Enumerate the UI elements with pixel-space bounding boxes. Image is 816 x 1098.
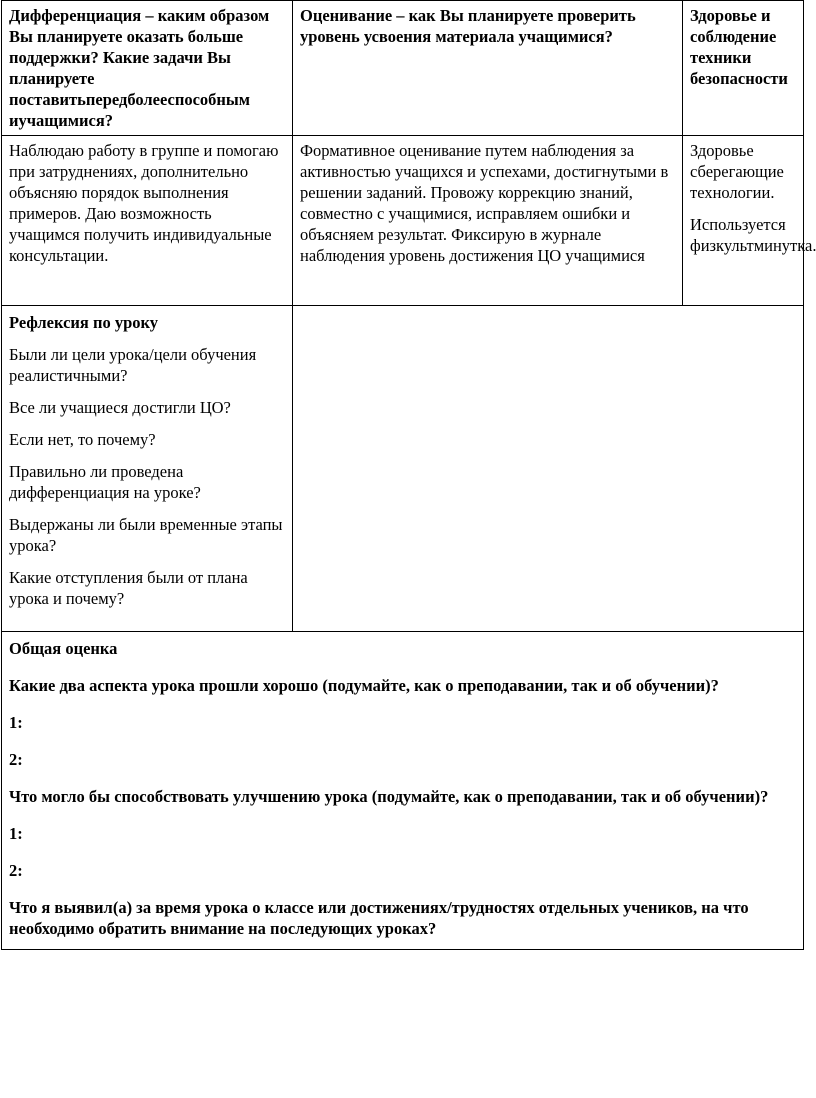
reflection-title: Рефлексия по уроку	[9, 313, 159, 332]
reflection-question: Все ли учащиеся достигли ЦО?	[9, 398, 231, 417]
reflection-questions-cell	[2, 306, 293, 632]
reflection-question: Были ли цели урока/цели обучения реалистичными?	[9, 345, 257, 385]
summary-question-observations: Что я выявил(а) за время урока о классе или достижениях/трудностях отдельных учеников, на что необходимо обратить внимание на последующих уроках?	[9, 898, 749, 938]
summary-row	[2, 632, 804, 950]
reflection-question: Правильно ли проведена дифференциация на уроке?	[9, 462, 201, 502]
summary-question-good: Какие два аспекта урока прошли хорошо (подумайте, как о преподавании, так и об обучении)?	[9, 676, 719, 695]
summary-item: 1:	[9, 713, 23, 732]
health-text-1: Здоровье сберегающие технологии.	[690, 141, 784, 202]
health-text-2: Используется физкультминутка.	[690, 215, 816, 255]
differentiation-text: Наблюдаю работу в группе и помогаю при затруднениях, дополнительно объясняю порядок выполнения примеров. Даю возможность учащимся получить индивидуальные консультации.	[2, 136, 293, 306]
summary-item: 2:	[9, 750, 23, 769]
summary-item: 2:	[9, 861, 23, 880]
summary-title: Общая оценка	[9, 639, 118, 658]
header-row	[2, 1, 804, 136]
reflection-answer-cell	[293, 306, 804, 632]
header-health-safety: Здоровье и соблюдение техники безопасности	[683, 1, 804, 136]
lesson-plan-table	[1, 0, 816, 950]
header-differentiation: Дифференциация – каким образом Вы планируете оказать больше поддержки? Какие задачи Вы планируете поставитьпередболееспособным иучащимися?	[2, 1, 293, 136]
content-row	[2, 136, 804, 306]
assessment-text: Формативное оценивание путем наблюдения за активностью учащихся и успехами, достигнутыми в решении заданий. Провожу коррекцию знаний, совместно с учащимися, исправляем ошибки и объясняем результат. Фиксирую в журнале наблюдения уровень достижения ЦО учащимися	[293, 136, 683, 306]
reflection-question: Выдержаны ли были временные этапы урока?	[9, 515, 283, 555]
summary-cell	[2, 632, 804, 950]
header-assessment: Оценивание – как Вы планируете проверить уровень усвоения материала учащимися?	[293, 1, 683, 136]
summary-question-improve: Что могло бы способствовать улучшению урока (подумайте, как о преподавании, так и об обучении)?	[9, 787, 769, 806]
reflection-row	[2, 306, 804, 632]
health-cell	[683, 136, 816, 306]
summary-item: 1:	[9, 824, 23, 843]
reflection-question: Какие отступления были от плана урока и почему?	[9, 568, 248, 608]
reflection-question: Если нет, то почему?	[9, 430, 156, 449]
